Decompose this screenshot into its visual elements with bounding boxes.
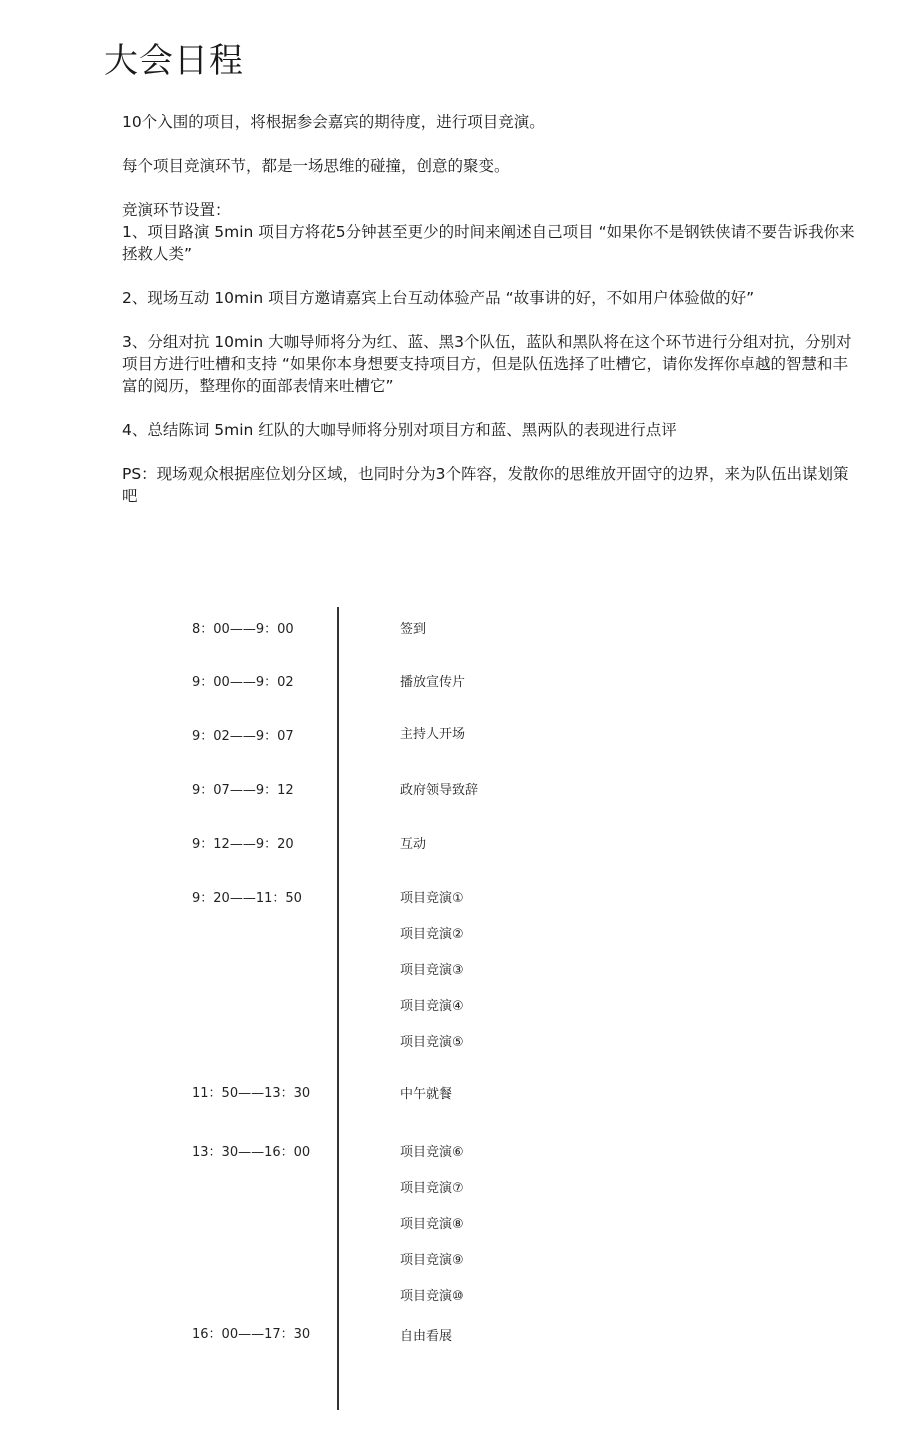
time-slot: 9：20——11：50 [192, 891, 302, 906]
schedule-event: 项目竞演⑨ [400, 1253, 464, 1268]
schedule-event: 中午就餐 [400, 1087, 453, 1102]
ps-note: PS：现场观众根据座位划分区域，也同时分为3个阵容，发散你的思维放开固守的边界，来为队伍出谋划策吧 [122, 465, 849, 505]
schedule-event: 自由看展 [400, 1329, 453, 1344]
schedule-event: 项目竞演④ [400, 999, 464, 1014]
schedule-event: 项目竞演⑦ [400, 1181, 464, 1196]
session-item-summary: 4、总结陈词 5min 红队的大咖导师将分别对项目方和蓝、黑两队的表现进行点评 [122, 421, 677, 439]
session-heading: 竞演环节设置： [122, 201, 231, 219]
schedule-event: 项目竞演⑥ [400, 1145, 464, 1160]
schedule-event: 项目竞演⑧ [400, 1217, 464, 1232]
intro-paragraph: 每个项目竞演环节，都是一场思维的碰撞，创意的聚变。 [122, 157, 510, 175]
schedule-event: 项目竞演⑩ [400, 1289, 464, 1304]
schedule-event: 播放宣传片 [400, 675, 466, 690]
timeline-divider [337, 607, 339, 1410]
time-slot: 9：00——9：02 [192, 675, 294, 690]
intro-paragraph: 10个入围的项目，将根据参会嘉宾的期待度，进行项目竞演。 [122, 113, 545, 131]
session-item-pitch: 1、项目路演 5min 项目方将花5分钟甚至更少的时间来阐述自己项目 “如果你不是钢铁侠请不要告诉我你来拯救人类” [122, 223, 855, 263]
schedule-event: 政府领导致辞 [400, 783, 479, 798]
time-slot: 8：00——9：00 [192, 622, 294, 637]
schedule-event: 项目竞演⑤ [400, 1035, 464, 1050]
time-slot: 11：50——13：30 [192, 1086, 311, 1101]
time-slot: 13：30——16：00 [192, 1145, 311, 1160]
session-item-debate: 3、分组对抗 10min 大咖导师将分为红、蓝、黑3个队伍，蓝队和黑队将在这个环节进行分组对抗，分别对项目方进行吐槽和支持 “如果你本身想要支持项目方，但是队伍选择了吐槽它，请你发挥你卓越的智慧和丰富的阅历，整理你的面部表情来吐槽它” [122, 333, 852, 395]
schedule-event: 项目竞演② [400, 927, 464, 942]
schedule-event: 互动 [400, 837, 427, 852]
schedule-event: 签到 [400, 622, 427, 637]
schedule-event: 项目竞演① [400, 891, 464, 906]
time-slot: 16：00——17：30 [192, 1327, 311, 1342]
session-item-interaction: 2、现场互动 10min 项目方邀请嘉宾上台互动体验产品 “故事讲的好，不如用户体验做的好” [122, 289, 755, 307]
page-title: 大会日程 [104, 41, 244, 81]
time-slot: 9：02——9：07 [192, 729, 294, 744]
time-slot: 9：12——9：20 [192, 837, 294, 852]
schedule-event: 项目竞演③ [400, 963, 464, 978]
schedule-event: 主持人开场 [400, 727, 466, 742]
time-slot: 9：07——9：12 [192, 783, 294, 798]
